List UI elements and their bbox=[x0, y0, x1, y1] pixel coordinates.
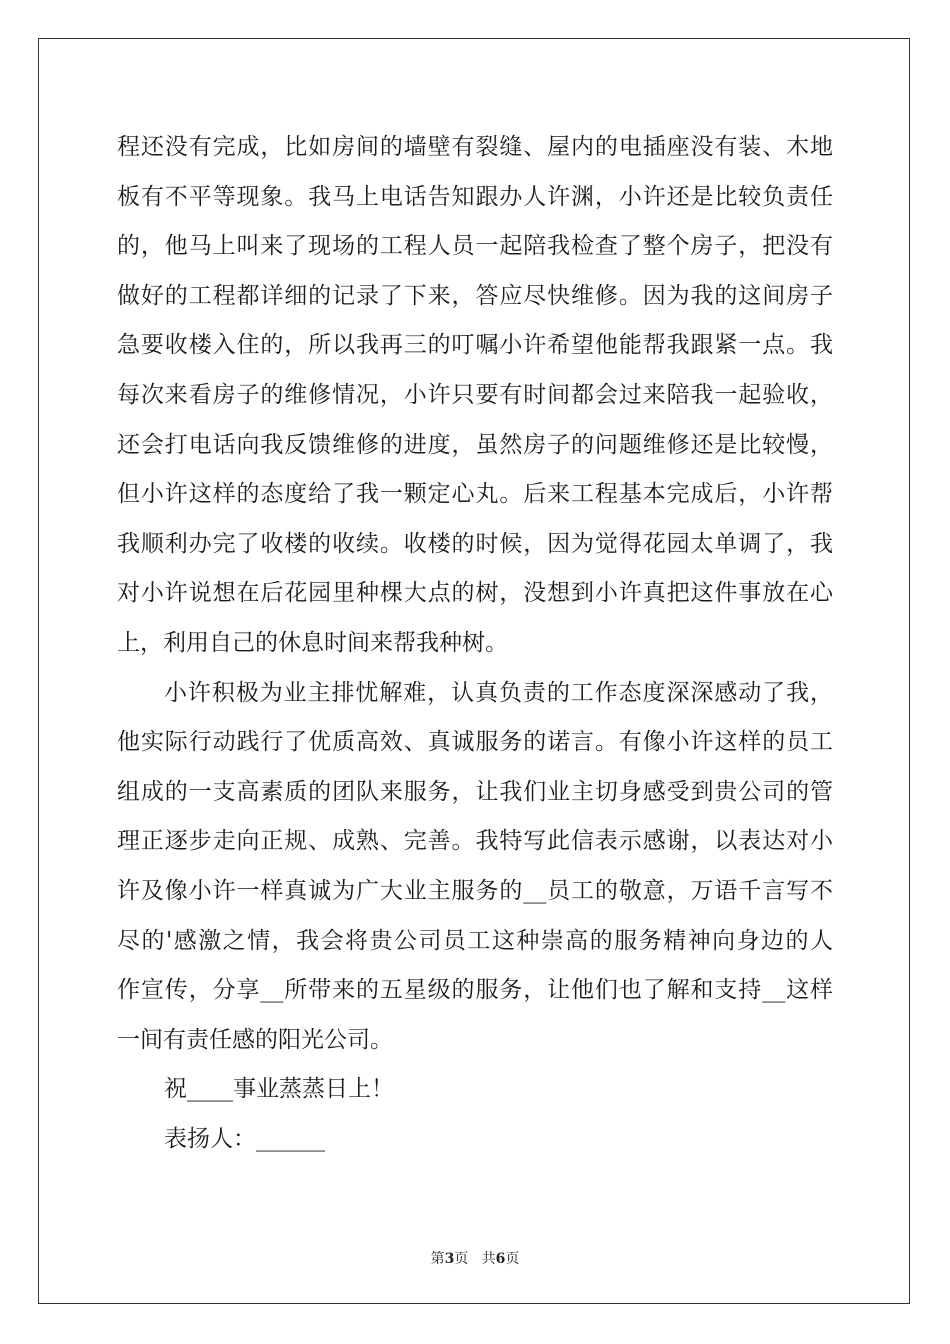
text-line: 做好的工程都详细的记录了下来，答应尽快维修。因为我的这间房子 bbox=[117, 282, 833, 309]
text-line: 尽的'感激之情，我会将贵公司员工这种崇高的服务精神向身边的人 bbox=[117, 927, 833, 954]
text-line: 上，利用自己的休息时间来帮我种树。 bbox=[117, 629, 508, 656]
page-suffix: 页 bbox=[454, 1251, 469, 1267]
paragraph-1 bbox=[117, 123, 833, 669]
text-line: 组成的一支高素质的团队来服务，让我们业主切身感受到贵公司的管 bbox=[117, 778, 833, 805]
total-pages: 6 bbox=[495, 1251, 506, 1267]
total-prefix: 共 bbox=[481, 1251, 496, 1267]
text-line: 急要收楼入住的，所以我再三的叮嘱小许希望他能帮我跟紧一点。我 bbox=[117, 332, 833, 359]
text-line: 小许积极为业主排忧解难，认真负责的工作态度深深感动了我， bbox=[164, 679, 833, 706]
text-line: 板有不平等现象。我马上电话告知跟办人许渊，小许还是比较负责任 bbox=[117, 183, 833, 210]
paragraph-2 bbox=[117, 669, 833, 1066]
total-suffix: 页 bbox=[505, 1251, 520, 1267]
text-line: 每次来看房子的维修情况，小许只要有时间都会过来陪我一起验收， bbox=[117, 381, 833, 408]
text-line: 一间有责任感的阳光公司。 bbox=[117, 1026, 393, 1053]
letter-body bbox=[117, 123, 833, 1164]
page-footer bbox=[0, 1248, 950, 1268]
text-line: 对小许说想在后花园里种棵大点的树，没想到小许真把这件事放在心 bbox=[117, 580, 833, 607]
page-prefix: 第 bbox=[430, 1251, 445, 1267]
page-number: 3 bbox=[444, 1251, 455, 1267]
text-line: 我顺利办完了收楼的收续。收楼的时候，因为觉得花园太单调了，我 bbox=[117, 530, 833, 557]
signer-line: 表扬人：______ bbox=[164, 1125, 325, 1152]
text-line: 作宣传，分享__所带来的五星级的服务，让他们也了解和支持__这样 bbox=[117, 977, 833, 1004]
text-line: 他实际行动践行了优质高效、真诚服务的诺言。有像小许这样的员工 bbox=[117, 729, 833, 756]
text-line: 还会打电话向我反馈维修的进度，虽然房子的问题维修还是比较慢， bbox=[117, 431, 833, 458]
text-line: 程还没有完成，比如房间的墙壁有裂缝、屋内的电插座没有装、木地 bbox=[117, 134, 833, 160]
text-line: 理正逐步走向正规、成熟、完善。我特写此信表示感谢，以表达对小 bbox=[117, 828, 833, 855]
text-line: 许及像小许一样真诚为广大业主服务的__员工的敬意，万语千言写不 bbox=[117, 877, 833, 904]
text-line: 的，他马上叫来了现场的工程人员一起陪我检查了整个房子，把没有 bbox=[117, 233, 833, 260]
text-line: 但小许这样的态度给了我一颗定心丸。后来工程基本完成后，小许帮 bbox=[117, 481, 833, 508]
closing-wish: 祝____事业蒸蒸日上！ bbox=[164, 1076, 394, 1103]
